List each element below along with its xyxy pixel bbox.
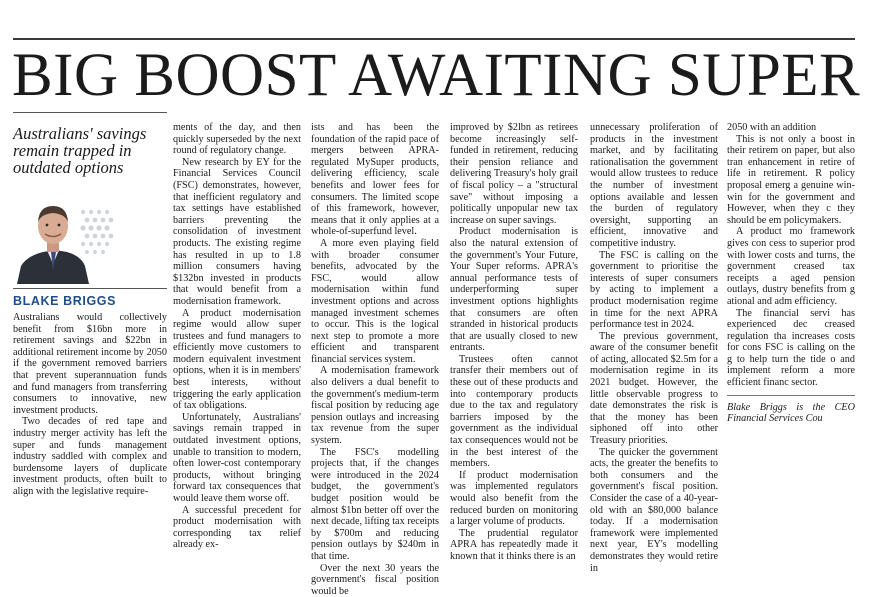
paragraph: improved by $2lbn as retirees become increasingly self-funded in retirement, reducing their pension reliance and delivering Treasury's holy grail of fiscal policy – a "structural save" without imposing a politically unpopular new tax increase on super savings. <box>450 122 578 226</box>
byline: BLAKE BRIGGS <box>13 294 117 308</box>
paragraph: ists and has been the foundation of the rapid pace of mergers between APRA-regulated MySuper products, delivering efficiency, scale benefits and lower fees for consumers. The limited scope of this framework, however, means that it only applies at a whole-of-superfund level. <box>311 122 439 238</box>
paragraph: If product modernisation was implemented regulators would also benefit from the reduced burden on monitoring a larger volume of products. <box>450 469 578 528</box>
paragraph: A successful precedent for product modernisation with corresponding tax relief already ex- <box>173 504 301 551</box>
paragraph: 2050 with an addition <box>727 122 817 133</box>
byline-rule <box>13 288 167 289</box>
paragraph: Australians would collectively benefit from $16bn more in retirement savings and $22bn in additional retirement income by 2050 if the government removed barriers that prevent superannuation funds and fund managers from transferring consumers to innovative, new investment products. <box>13 312 167 416</box>
paragraph: The quicker the government acts, the greater the benefits to both consumers and the government's fiscal position. Consider the case of a 40-year-old with an $80,000 balance today. If a modernisation framework were implemented next year, EY's modelling demonstrates they would retire in <box>590 446 718 574</box>
paragraph: ments of the day, and then quickly superseded by the next round of regulatory change. <box>173 122 301 157</box>
paragraph: Product modernisation is also the natural extension of the government's Your Future, Your Super reforms. APRA's annual performance tests of underperforming super investment options highlights that consumers are often stranded in historical products that are usually closed to new entrants. <box>450 226 578 354</box>
paragraph: This is not only a boost in their retirem on paper, but also tran enhancement in retire of life in retirement. R policy proposal emerg a genuine win-win for the government and However, when they c they should be em policymakers. <box>727 133 855 226</box>
article-column-5 <box>590 122 718 574</box>
paragraph: A product mo framework gives con cess to superior prod with lower costs and turns, the government creased tax receipts a aged pension outlays, dustry benefits from g ational and adm efficiency. <box>727 226 855 307</box>
author-bio: Blake Briggs is the CEO Financial Services Cou <box>727 401 855 425</box>
headline: BIG BOOST AWAITING SUPER <box>12 42 861 109</box>
paragraph: The prudential regulator APRA has repeatedly made it known that it thinks there is an <box>450 527 578 562</box>
paragraph: Over the next 30 years the government's fiscal position would be <box>311 562 439 597</box>
paragraph: A modernisation framework also delivers a dual benefit to the government's medium-term fiscal position by reducing age pension outlays and increasing tax revenue from the super system. <box>311 365 439 447</box>
paragraph: Unfortunately, Australians' savings remain trapped in outdated investment options, unable to transition to modern, often lower-cost contemporary products, without bringing forward tax consequences that would leave them worse off. <box>173 411 301 504</box>
paragraph: A more even playing field with broader consumer benefits, advocated by the FSC, would allow modernisation within fund investment options and across managed investment schemes to occur. This is the logical next step to promote a more efficient and transparent financial services system. <box>311 237 439 365</box>
paragraph: The FSC's modelling projects that, if the changes were introduced in the 2024 budget, the government's budget position would be almost $1bn better off over the next decade, lifting tax receipts by $700m and reducing pension outlays by $240m in that time. <box>311 446 439 562</box>
sidebar <box>13 112 167 308</box>
article-column-2 <box>173 122 301 551</box>
bio-rule <box>727 395 855 396</box>
paragraph: New research by EY for the Financial Services Council (FSC) demonstrates, however, that inefficient regulatory and tax settings have established barriers preventing the consolidation of investment products. The existing regime has resulted in up to 1.8 million consumers having $132bn invested in products that would benefit from a modernisation framework. <box>173 156 301 307</box>
paragraph: unnecessary proliferation of products in the investment market, and by facilitating rationalisation the government would allow trustees to reduce the number of investment options available and lessen the burden of regulatory oversight, supporting an efficient, innovative and competitive industry. <box>590 122 718 249</box>
article-column-3 <box>311 122 439 597</box>
paragraph: Trustees often cannot transfer their members out of these out of these products and into contemporary products due to the tax and regulatory barriers imposed by the government as the individual tax consequences would not be in the best interest of the members. <box>450 353 578 470</box>
author-headshot <box>13 192 167 284</box>
paragraph: A product modernisation regime would allow super trustees and fund managers to efficiently move customers to modern equivalent investment options, when it is in members' best interests, without triggering the early application of tax obligations. <box>173 307 301 412</box>
article-column-6 <box>727 122 855 525</box>
standfirst: Australians' savings remain trapped in outdated options <box>13 124 147 177</box>
article-column-4 <box>450 122 578 562</box>
article-column-1 <box>13 312 167 525</box>
paragraph: The previous government, aware of the consumer benefit of acting, allocated $2.5m for a modernisation regime in its 2021 budget. However, the little observable progress to date demonstrates the risk is that the money has been siphoned off into other Treasury priorities. <box>590 330 718 447</box>
paragraph: The FSC is calling on the government to prioritise the interests of super consumers by acting to implement a product modernisation regime in time for the next APRA performance test in 2024. <box>590 249 718 331</box>
paragraph: The financial servi has experienced dec creased regulation tha increases costs for cons FSC is calling on the g to help turn the tide o and implement reform a more efficient financ sector. <box>727 307 855 389</box>
paragraph: Two decades of red tape and industry merger activity has left the super and funds management industry saddled with complex and burdensome layers of duplicate investment products, often built to align with the legislative require- <box>13 416 167 497</box>
top-rule <box>13 38 855 40</box>
sidebar-rule <box>13 112 167 113</box>
author-headshot-icon <box>13 192 167 284</box>
